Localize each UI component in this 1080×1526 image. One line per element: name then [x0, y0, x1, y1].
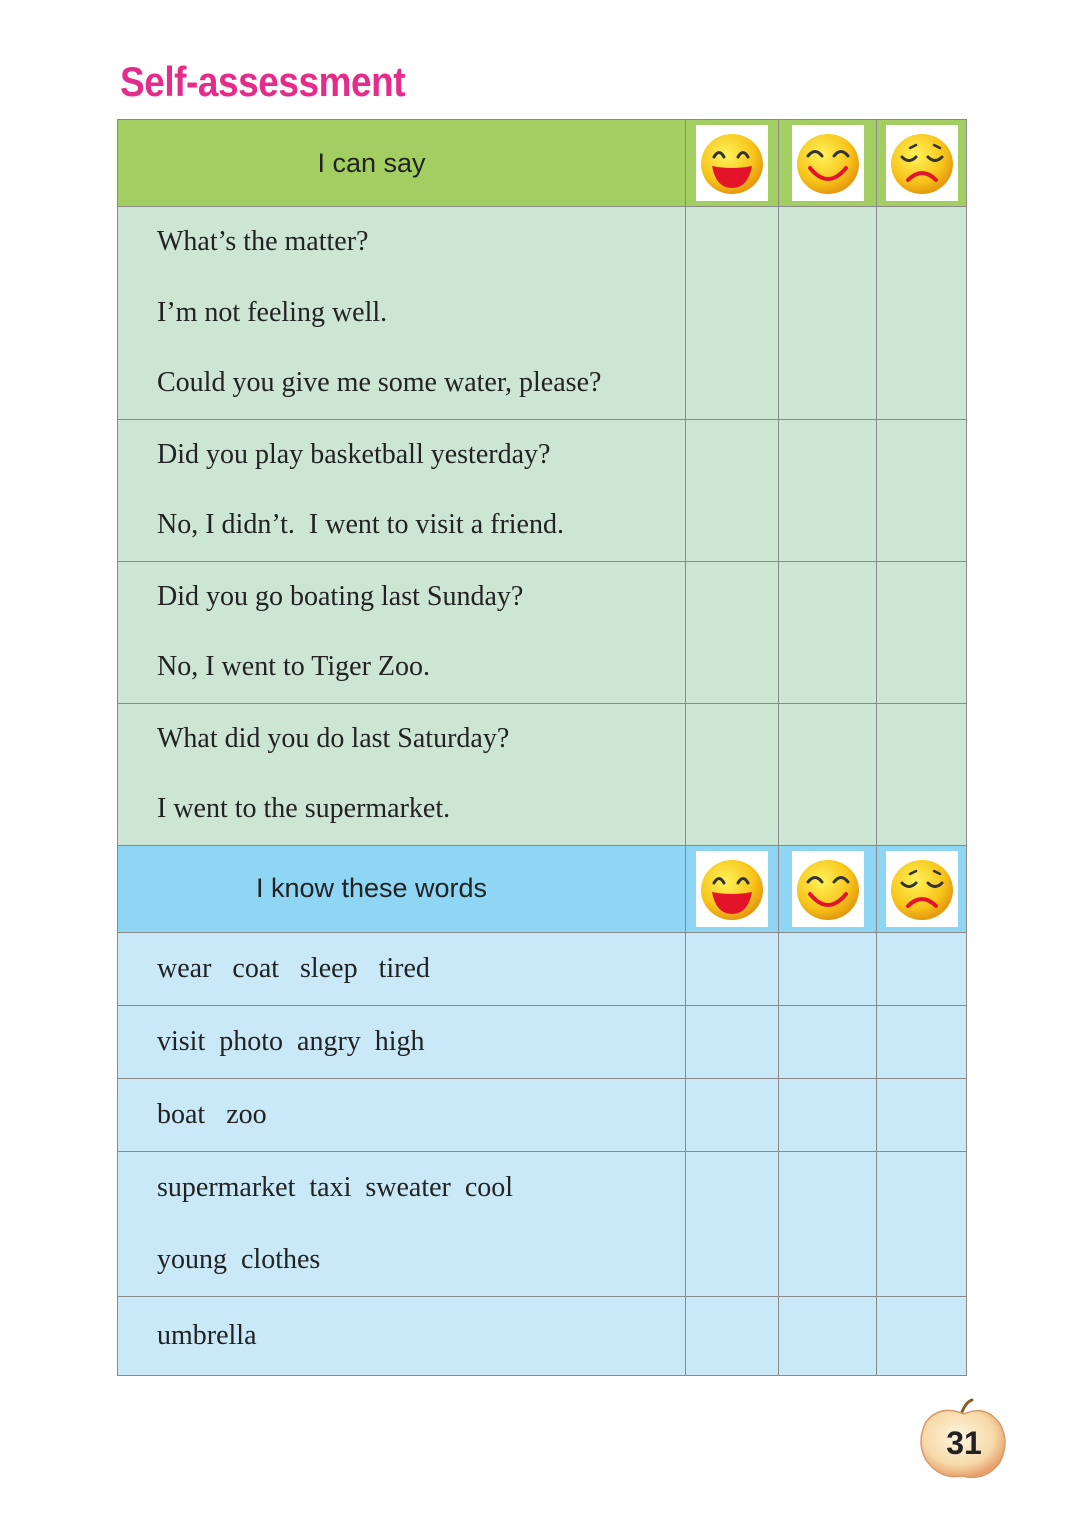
rating-cell-smiling[interactable]: [779, 703, 877, 845]
word-line: wear coat sleep tired: [157, 952, 430, 984]
phrase-line: Could you give me some water, please?: [157, 367, 602, 398]
word-cell: [118, 932, 686, 1005]
word-line: supermarket taxi sweater cool: [157, 1171, 514, 1203]
rating-cell-smiling[interactable]: [779, 1078, 877, 1151]
rating-cell-sad[interactable]: [877, 1078, 967, 1151]
can-say-header: I can say: [118, 120, 686, 207]
rating-cell-smiling[interactable]: [779, 932, 877, 1005]
rating-cell-sad[interactable]: [877, 419, 967, 561]
rating-cell-laughing[interactable]: [686, 1296, 779, 1375]
word-cell: [118, 1296, 686, 1375]
phrase-line: No, I didn’t. I went to visit a friend.: [157, 509, 564, 540]
rating-cell-smiling[interactable]: [779, 1151, 877, 1296]
rating-cell-laughing[interactable]: [686, 207, 779, 420]
rating-cell-laughing[interactable]: [686, 703, 779, 845]
rating-cell-sad[interactable]: [877, 561, 967, 703]
phrase-line: Did you go boating last Sunday?: [157, 580, 524, 612]
rating-cell-laughing[interactable]: [686, 1151, 779, 1296]
table-row: [118, 1005, 967, 1078]
rating-cell-laughing[interactable]: [686, 561, 779, 703]
table-row: [118, 1078, 967, 1151]
rating-cell-smiling[interactable]: [779, 207, 877, 420]
phrase-line: I’m not feeling well.: [157, 296, 388, 328]
word-line: umbrella: [157, 1319, 257, 1351]
rating-cell-laughing[interactable]: [686, 1005, 779, 1078]
smiling-face-icon: [792, 125, 864, 201]
rating-cell-smiling[interactable]: [779, 561, 877, 703]
rating-cell-laughing[interactable]: [686, 1078, 779, 1151]
table-row: [118, 561, 967, 703]
rating-cell-smiling[interactable]: [779, 1296, 877, 1375]
phrase-cell: [118, 419, 686, 561]
rating-cell-sad[interactable]: [877, 1005, 967, 1078]
table-row: [118, 207, 967, 420]
self-assessment-table: [117, 119, 967, 1376]
sad-face-icon: [886, 125, 958, 201]
laughing-face-icon: [696, 851, 768, 927]
page-title: Self-assessment: [120, 58, 406, 105]
rating-cell-laughing[interactable]: [686, 932, 779, 1005]
table-row: [118, 1296, 967, 1375]
rating-cell-sad[interactable]: [877, 703, 967, 845]
rating-cell-sad[interactable]: [877, 1296, 967, 1375]
laughing-face-icon: [696, 125, 768, 201]
word-cell: [118, 1151, 686, 1296]
rating-cell-smiling[interactable]: [779, 1005, 877, 1078]
page-number: 31: [946, 1425, 982, 1461]
smiling-face-icon: [792, 851, 864, 927]
word-cell: [118, 1078, 686, 1151]
word-line: visit photo angry high: [157, 1025, 425, 1057]
phrase-line: Did you play basketball yesterday?: [157, 438, 551, 470]
phrase-line: I went to the supermarket.: [157, 793, 451, 824]
table-row: [118, 1151, 967, 1296]
phrase-cell: [118, 561, 686, 703]
rating-cell-laughing[interactable]: [686, 419, 779, 561]
rating-cell-sad[interactable]: [877, 207, 967, 420]
rating-cell-sad[interactable]: [877, 1151, 967, 1296]
phrase-line: What’s the matter?: [157, 226, 369, 257]
can-say-header-row: [118, 120, 967, 207]
phrase-cell: [118, 703, 686, 845]
word-cell: [118, 1005, 686, 1078]
table-row: [118, 703, 967, 845]
apple-icon: [916, 1398, 1012, 1482]
rating-cell-smiling[interactable]: [779, 419, 877, 561]
phrase-cell: [118, 207, 686, 420]
know-words-header: I know these words: [118, 845, 686, 932]
word-line: young clothes: [157, 1243, 321, 1275]
word-line: boat zoo: [157, 1098, 267, 1130]
rating-cell-sad[interactable]: [877, 932, 967, 1005]
phrase-line: No, I went to Tiger Zoo.: [157, 651, 430, 682]
table-row: [118, 419, 967, 561]
page-number-badge: [916, 1398, 1012, 1482]
phrase-line: What did you do last Saturday?: [157, 722, 510, 754]
sad-face-icon: [886, 851, 958, 927]
know-words-header-row: [118, 845, 967, 932]
table-row: [118, 932, 967, 1005]
